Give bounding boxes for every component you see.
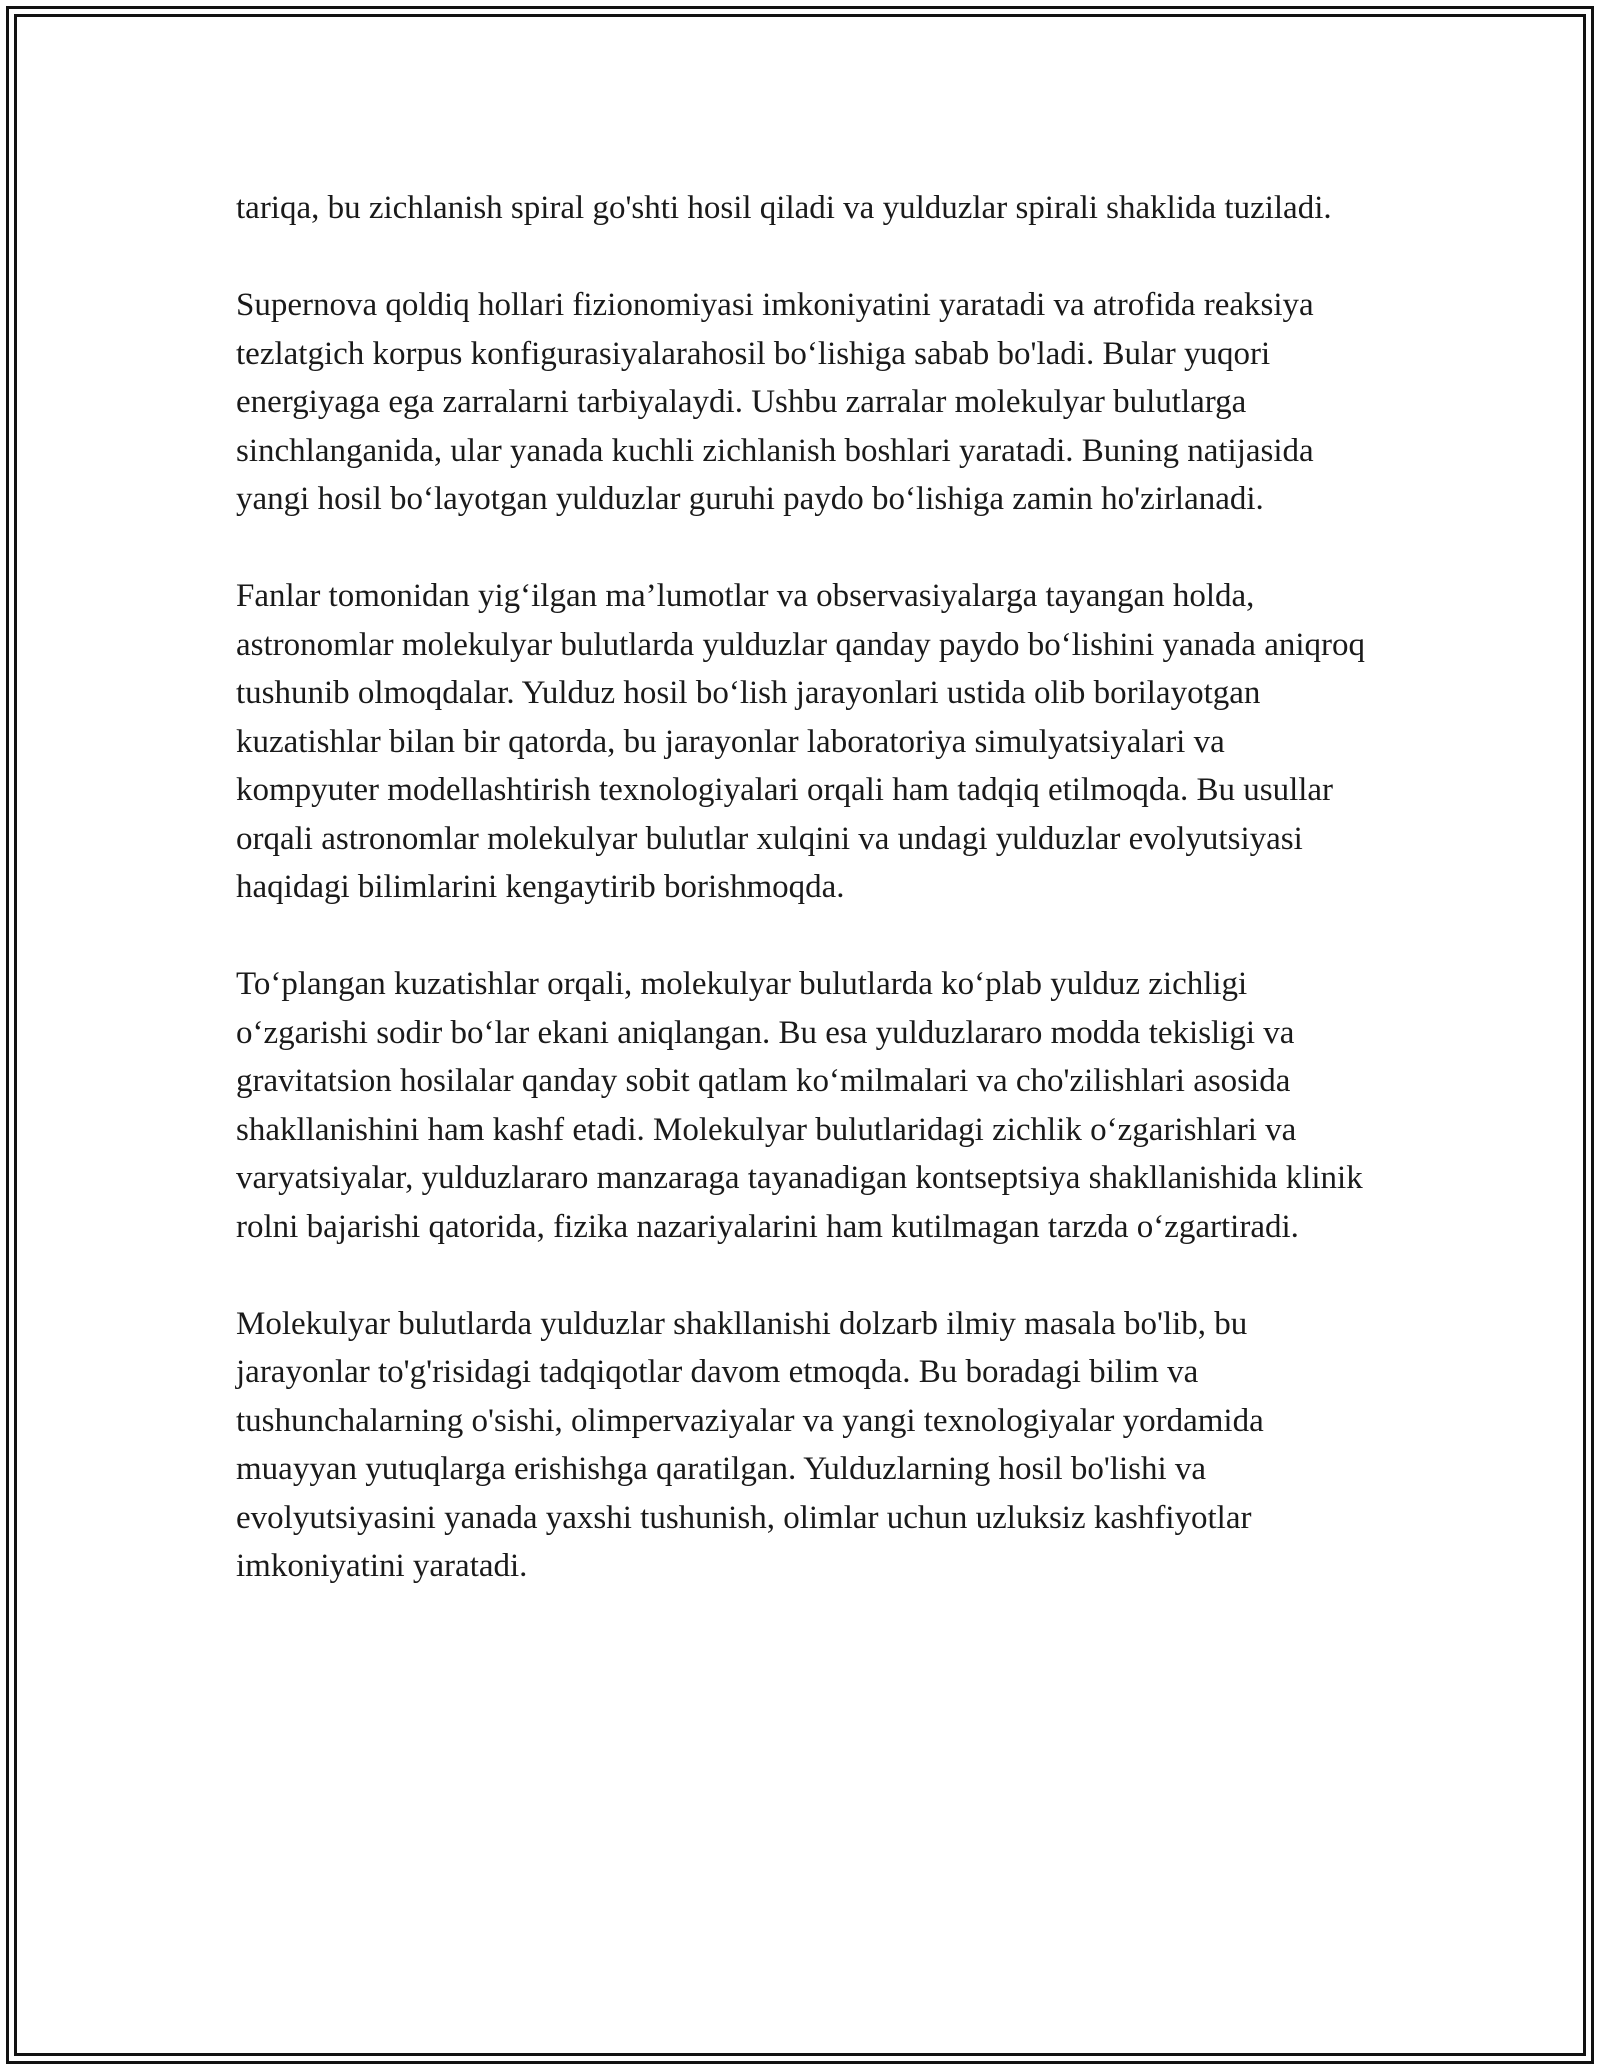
paragraph-4: To‘plangan kuzatishlar orqali, molekulyar bulutlarda ko‘plab yulduz zichligi o‘zgarishi sodir bo‘lar ekani aniqlangan. Bu esa yulduzlararo modda tekisligi va gravitatsion hosilalar qanday sobit qatlam ko‘milmalari va cho'zilishlari asosida shakllanishini ham kashf etadi. Molekulyar bulutlaridagi zichlik o‘zgarishlari va varyatsiyalar, yulduzlararo manzaraga tayanadigan kontseptsiya shakllanishida klinik rolni bajarishi qatorida, fizika nazariyalarini ham kutilmagan tarzda o‘zgartiradi. [236,966,1363,1245]
paragraph-3: Fanlar tomonidan yig‘ilgan ma’lumotlar va observasiyalarga tayangan holda, astronomlar molekulyar bulutlarda yulduzlar qanday paydo bo‘lishini yanada aniqroq tushunib olmoqdalar. Yulduz hosil bo‘lish jarayonlari ustida olib borilayotgan kuzatishlar bilan bir qatorda, bu jarayonlar laboratoriya simulyatsiyalari va kompyuter modellashtirish texnologiyalari orqali ham tadqiq etilmoqda. Bu usullar orqali astronomlar molekulyar bulutlar xulqini va undagi yulduzlar evolyutsiyasi haqidagi bilimlarini kengaytirib borishmoqda. [236,578,1366,905]
paragraph-5: Molekulyar bulutlarda yulduzlar shakllanishi dolzarb ilmiy masala bo'lib, bu jarayonlar to'g'risidagi tadqiqotlar davom etmoqda. Bu boradagi bilim va tushunchalarning o'sishi, olimpervaziyalar va yangi texnologiyalar yordamida muayyan yutuqlarga erishishga qaratilgan. Yulduzlarning hosil bo'lishi va evolyutsiyasini yanada yaxshi tushunish, olimlar uchun uzluksiz kashfiyotlar imkoniyatini yaratadi. [236,1305,1264,1584]
document-body [236,184,1368,1639]
paragraph-1: tariqa, bu zichlanish spiral go'shti hosil qiladi va yulduzlar spirali shaklida tuziladi. [236,190,1332,226]
paragraph-2: Supernova qoldiq hollari fizionomiyasi imkoniyatini yaratadi va atrofida reaksiya tezlatgich korpus konfigurasiyalarahosil bo‘lishiga sabab bo'ladi. Bular yuqori energiyaga ega zarralarni tarbiyalaydi. Ushbu zarralar molekulyar bulutlarga sinchlanganida, ular yanada kuchli zichlanish boshlari yaratadi. Buning natijasida yangi hosil bo‘layotgan yulduzlar guruhi paydo bo‘lishiga zamin ho'zirlanadi. [236,287,1314,517]
